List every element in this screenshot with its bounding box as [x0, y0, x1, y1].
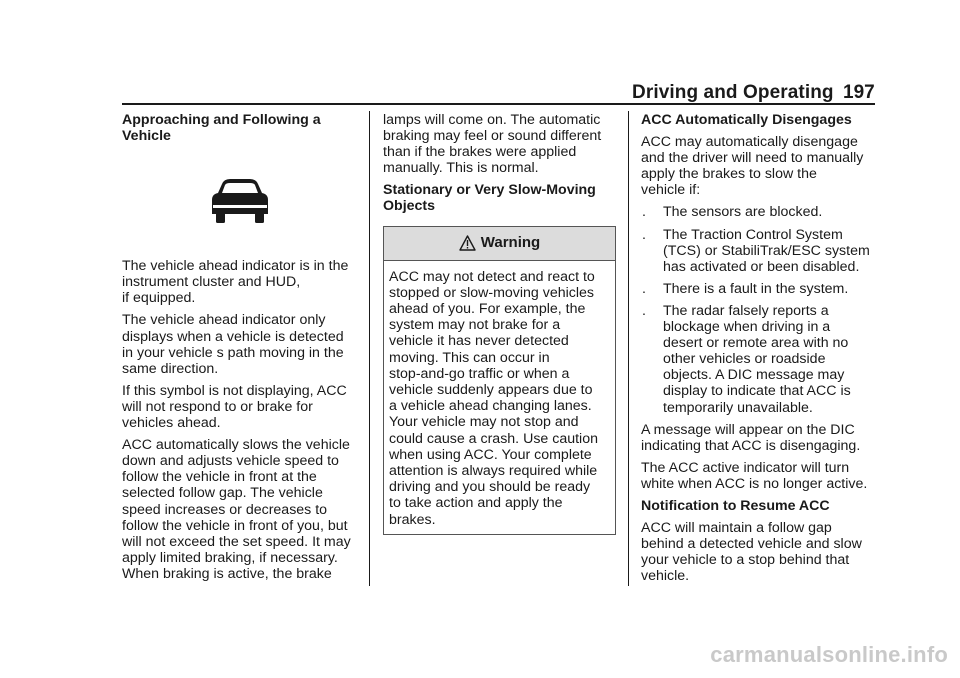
page-number: 197	[843, 82, 875, 103]
paragraph: ACC may automatically disengage and the driver will need to manually apply the brakes to slow the vehicle if:	[641, 134, 864, 199]
warning-header	[384, 227, 615, 261]
section-heading: Stationary or Very Slow-Moving Objects	[383, 182, 596, 215]
section-heading: Approaching and Following a Vehicle	[122, 112, 321, 145]
paragraph: If this symbol is not displaying, ACC will not respond to or brake for vehicles ahead.	[122, 382, 347, 432]
bullet-marker: .	[642, 204, 646, 221]
column-3	[641, 112, 877, 590]
paragraph: The ACC active indicator will turn white when ACC is no longer active.	[641, 459, 868, 492]
warning-text: ACC may not detect and react to stopped or slow-moving vehicles ahead of you. For example, the system may not brake for a vehicle it has never detected moving. This can occur in stop-and-go traffic or when a vehicle suddenly appears due to a vehicle ahead changing lanes. Your vehicle may not stop and could cause a crash. Use caution when using ACC. Your complete attention is always required while driving and you should be ready to take action and apply the brakes.	[389, 268, 598, 528]
bullet-marker: .	[642, 302, 646, 319]
paragraph: ACC will maintain a follow gap behind a detected vehicle and slow your vehicle to a stop behind that vehicle.	[641, 520, 862, 585]
list-item-text: The radar falsely reports a blockage when driving in a desert or remote area with no other vehicles or roadside objects. A DIC message may display to indicate that ACC is temporarily unavailable.	[663, 302, 851, 416]
bullet-list	[641, 204, 877, 415]
paragraph: lamps will come on. The automatic braking may feel or sound different than if the brakes were applied manually. This is normal.	[383, 112, 602, 177]
list-item-text: The Traction Control System (TCS) or StabiliTrak/ESC system has activated or been disabled.	[663, 226, 870, 275]
paragraph: The vehicle ahead indicator is in the instrument cluster and HUD, if equipped.	[122, 258, 349, 307]
list-item	[641, 204, 877, 220]
header-rule	[122, 103, 875, 105]
paragraph: The vehicle ahead indicator only displays when a vehicle is detected in your vehicle s path moving in the same direction.	[122, 312, 344, 377]
column-1	[122, 112, 358, 588]
vehicle-ahead-icon	[210, 176, 270, 226]
column-divider	[369, 111, 370, 586]
page-header	[0, 81, 960, 111]
paragraph: ACC automatically slows the vehicle down and adjusts vehicle speed to follow the vehicle in front at the selected follow gap. The vehicle speed increases or decreases to follow the vehicle in front of you, but will not exceed the set speed. It may apply limited braking, if necessary. When braking is active, the brake	[122, 437, 351, 582]
bullet-marker: .	[642, 280, 646, 297]
warning-box	[383, 226, 616, 535]
column-2	[383, 112, 615, 543]
watermark: carmanualsonline.info	[710, 642, 948, 667]
list-item-text: There is a fault in the system.	[663, 280, 849, 297]
section-title: Driving and Operating	[632, 82, 834, 103]
list-item	[641, 227, 877, 275]
vehicle-ahead-figure	[122, 150, 358, 252]
column-divider	[628, 111, 629, 586]
list-item-text: The sensors are blocked.	[663, 204, 823, 221]
warning-title: Warning	[480, 234, 541, 252]
section-heading: Notification to Resume ACC	[641, 497, 830, 514]
section-heading: ACC Automatically Disengages	[641, 112, 852, 128]
paragraph: A message will appear on the DIC indicating that ACC is disengaging.	[641, 421, 861, 454]
list-item	[641, 281, 877, 297]
bullet-marker: .	[642, 226, 646, 243]
list-item	[641, 303, 877, 416]
warning-icon	[459, 235, 476, 251]
